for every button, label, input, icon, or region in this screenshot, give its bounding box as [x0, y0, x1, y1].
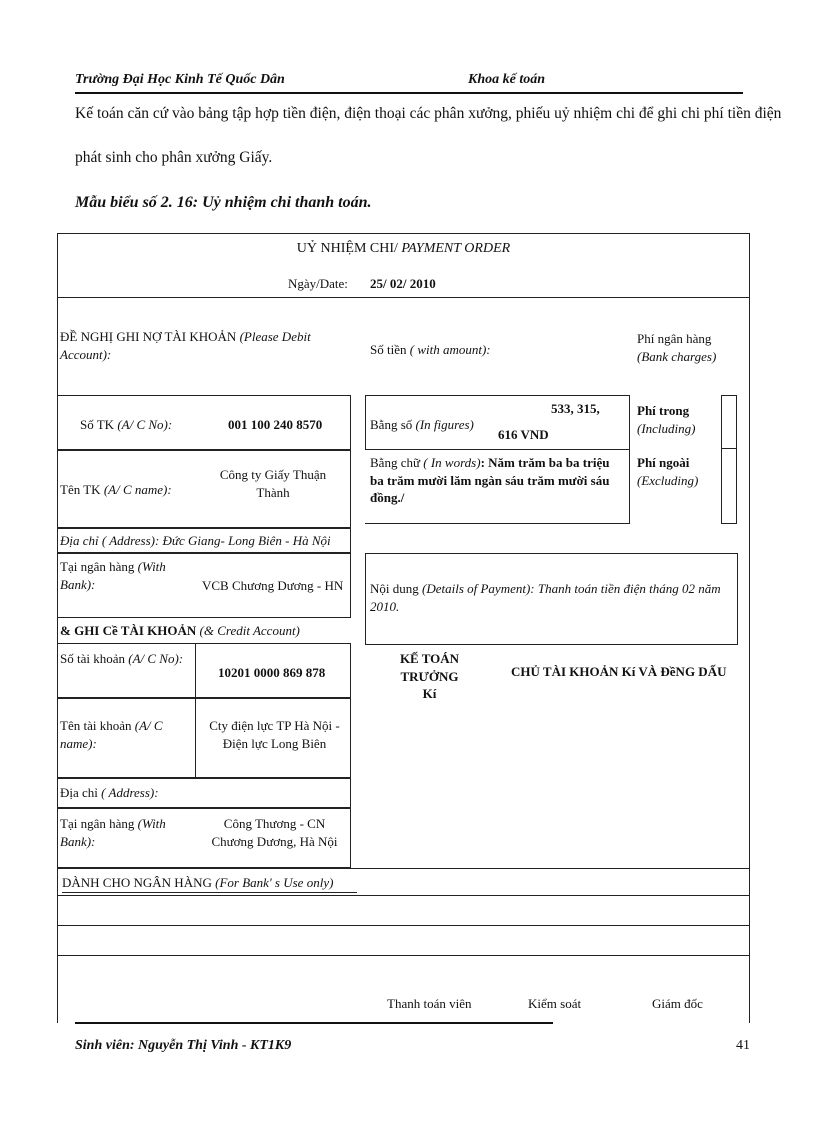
credit-address-text: Địa chỉ: [60, 785, 98, 800]
words-value: : Năm trăm ba ba triệu ba trăm mười lăm ngàn sáu trăm mười sáu đồng./: [370, 455, 610, 506]
credit-heading-en: (& Credit Account): [196, 623, 300, 638]
debit-bank-label-en: (With Bank):: [60, 559, 166, 592]
amount-heading-text: Số tiền: [370, 342, 407, 357]
credit-acct-label: [60, 650, 183, 668]
chief-accountant-title: KẾ TOÁN TRƯỞNG: [399, 651, 460, 684]
credit-address-en: ( Address):: [97, 785, 159, 800]
debit-name-label: [60, 481, 172, 499]
fee-including-en: (Including): [637, 420, 696, 436]
figures-value-line-2: 616 VND: [498, 427, 549, 442]
credit-bank-label-text: Tại ngân hàng: [60, 816, 135, 831]
debit-name-label-text: Tên TK: [60, 482, 101, 497]
fee-checkbox-divider: [721, 448, 737, 449]
credit-bank-label-en: (With Bank):: [60, 816, 166, 849]
bank-use-line-3: [57, 955, 750, 956]
bank-use-top: [57, 868, 750, 869]
form-title-en: PAYMENT ORDER: [397, 241, 511, 256]
details-label-text: Nội dung: [370, 581, 419, 596]
payment-details: [370, 580, 730, 615]
intro-line-1: Kế toán căn cứ vào bảng tập hợp tiền điện, điện thoại các phân xưởng, phiếu uỷ nhiệm chi để ghi chi phí tiền điện: [75, 105, 782, 122]
debit-acct-label: [80, 416, 172, 434]
credit-address: [60, 784, 159, 802]
credit-name-value: Cty điện lực TP Hà Nội - Điện lực Long Biên: [209, 718, 340, 751]
debit-account-heading: [60, 328, 340, 363]
form-caption: Mẫu biểu số 2. 16: Uỷ nhiệm chi thanh toán.: [75, 194, 372, 211]
credit-acct-label-en: (A/ C No):: [125, 651, 184, 666]
amount-heading-en: ( with amount):: [406, 342, 491, 357]
credit-name-label-text: Tên tài khoản: [60, 718, 132, 733]
debit-name-label-en: (A/ C name):: [100, 482, 172, 497]
footer-rule: [75, 1022, 553, 1024]
words-label-en: ( In words): [420, 455, 481, 470]
credit-bank-value: Công Thương - CN Chương Dương, Hà Nội: [211, 816, 338, 849]
details-value: Thanh toán tiền điện tháng 02 năm 2010.: [370, 581, 721, 614]
title-divider: [57, 297, 750, 298]
header-university: Trường Đại Học Kinh Tế Quốc Dân: [75, 72, 285, 87]
credit-account-heading: [60, 622, 300, 640]
fee-including: [637, 402, 695, 437]
credit-acct-value: 10201 0000 869 878: [218, 665, 326, 680]
words-label-text: Bằng chữ: [370, 455, 421, 470]
bank-charges-en: (Bank charges): [637, 348, 717, 364]
credit-name-label-en: (A/ C name):: [60, 718, 163, 751]
footer-student: Sinh viên: Nguyễn Thị Vinh - KT1K9: [75, 1038, 292, 1053]
date-value: 25/ 02/ 2010: [370, 276, 436, 291]
signature-director: Giám đốc: [652, 996, 703, 1011]
bank-charges-text: Phí ngân hàng: [637, 331, 712, 346]
figures-label-en: (In figures): [412, 417, 474, 432]
debit-acct-label-en: (A/ C No):: [114, 417, 173, 432]
figures-value-line-1: 533, 315,: [551, 401, 600, 416]
debit-heading-en: (Please Debit Account):: [60, 329, 311, 362]
chief-accountant: [372, 650, 487, 703]
debit-name-value: Công ty Giấy Thuận Thành: [219, 467, 327, 500]
debit-address: Địa chỉ ( Address): Đức Giang- Long Biên - Hà Nội: [60, 533, 331, 548]
header-department: Khoa kế toán: [468, 72, 546, 87]
debit-bank-value: VCB Chương Dương - HN: [202, 578, 344, 593]
debit-bank-label-text: Tại ngân hàng: [60, 559, 135, 574]
form-title-main: UỶ NHIỆM CHI/: [296, 241, 398, 256]
fee-excluding-text: Phí ngoài: [637, 455, 690, 470]
account-holder: CHỦ TÀI KHOẢN Kí VÀ ĐềNG DẤU: [511, 664, 727, 679]
fee-including-text: Phí trong: [637, 403, 690, 418]
fee-excluding: [637, 454, 698, 489]
credit-acct-label-text: Số tài khoản: [60, 651, 125, 666]
amount-words: [370, 454, 625, 507]
date-label: Ngày/Date:: [288, 276, 348, 291]
signature-controller: Kiểm soát: [528, 996, 582, 1011]
bank-use-line-2: [57, 925, 750, 926]
bank-use-text: DÀNH CHO NGÂN HÀNG: [62, 875, 212, 890]
form-title: [57, 240, 750, 259]
header-rule: [75, 92, 743, 94]
credit-bank-label: [60, 815, 185, 850]
details-label-en: (Details of Payment):: [418, 581, 535, 596]
fee-checkbox-column[interactable]: [721, 395, 737, 524]
words-right-border: [629, 450, 630, 524]
figures-label: [370, 416, 474, 434]
page-number: 41: [736, 1038, 750, 1053]
words-underline: [365, 523, 630, 524]
bank-use-line-1: [57, 895, 750, 896]
bank-use-en: (For Bank' s Use only): [211, 875, 334, 890]
credit-name-label: [60, 717, 190, 752]
bank-use-underline: [62, 892, 357, 893]
bank-use-heading: [62, 874, 333, 892]
debit-heading-text: ĐỀ NGHỊ GHI NỢ TÀI KHOẢN: [60, 329, 237, 344]
chief-accountant-sign: Kí: [422, 686, 437, 702]
credit-heading-text: & GHI Cề TÀI KHOẢN: [60, 623, 197, 638]
figures-label-text: Bằng số: [370, 417, 413, 432]
signature-teller: Thanh toán viên: [387, 996, 472, 1011]
fee-excluding-en: (Excluding): [637, 472, 699, 488]
debit-bank-label: [60, 558, 185, 593]
intro-line-2: phát sinh cho phân xưởng Giấy.: [75, 149, 273, 166]
debit-acct-label-text: Số TK: [80, 417, 115, 432]
bank-charges-heading: [637, 330, 716, 365]
amount-heading: [370, 341, 491, 359]
debit-acct-value: 001 100 240 8570: [228, 417, 323, 432]
